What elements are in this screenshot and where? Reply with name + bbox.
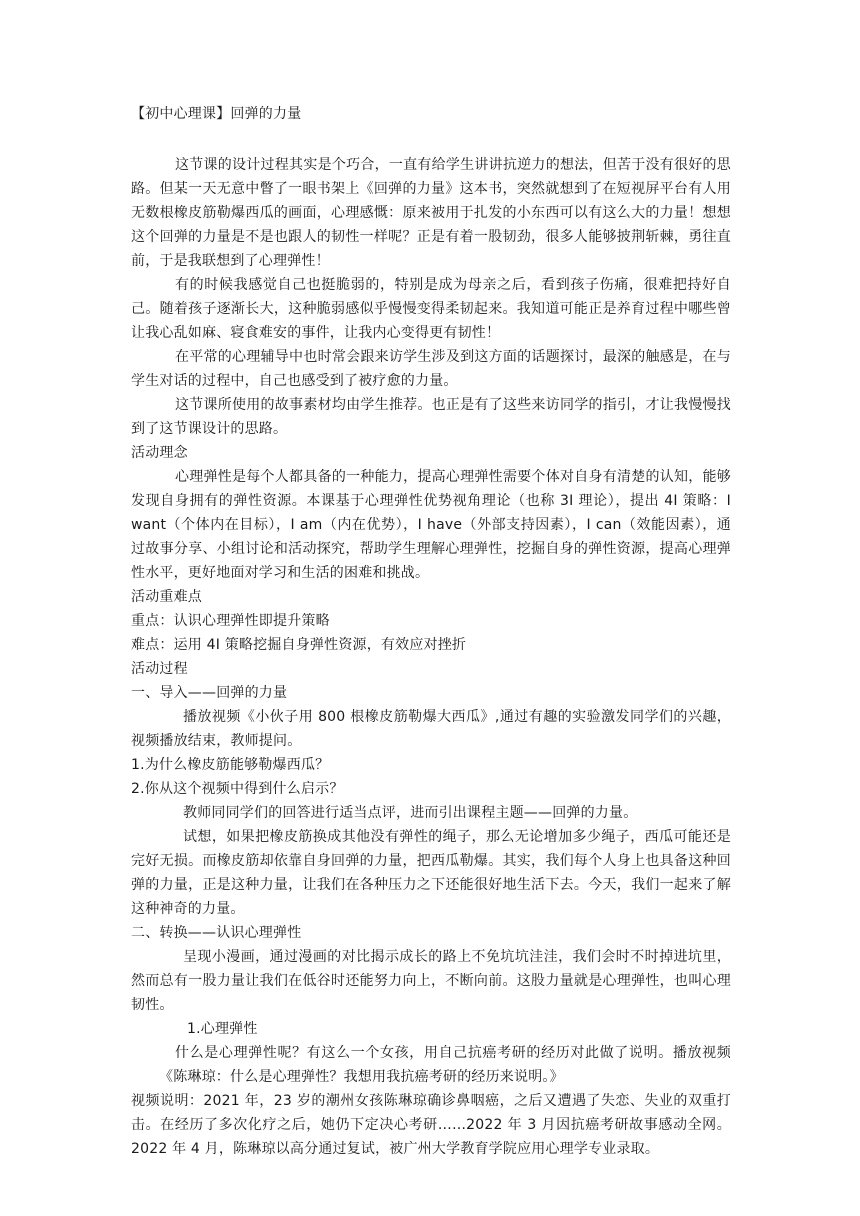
subsection-1-paragraph: 什么是心理弹性呢？有这么一个女孩，用自己抗癌考研的经历对此做了说明。播放视频《陈琳琼：什么是心理弹性？我想用我抗癌考研的经历来说明。》 xyxy=(159,1045,731,1085)
hard-point: 难点：运用 4I 策略挖掘自身弹性资源，有效应对挫折 xyxy=(131,637,467,653)
document-title: 【初中心理课】回弹的力量 xyxy=(131,106,302,122)
question-1: 1.为什么橡皮筋能够勒爆西瓜？ xyxy=(131,757,330,773)
section-1-paragraph-1: 播放视频《小伙子用 800 根橡皮筋勒爆大西瓜》,通过有趣的实验激发同学们的兴趣，视频播放结束，教师提问。 xyxy=(131,709,731,749)
intro-paragraph-4: 这节课所使用的故事素材均由学生推荐。也正是有了这些来访同学的指引，才让我慢慢找到了这节课设计的思路。 xyxy=(131,397,731,437)
section-1-paragraph-2: 教师同同学们的回答进行适当点评，进而引出课程主题——回弹的力量。 xyxy=(183,805,638,821)
section-2-paragraph-1: 呈现小漫画，通过漫画的对比揭示成长的路上不免坑坑洼洼，我们会时不时掉进坑里，然而总有一股力量让我们在低谷时还能努力向上，不断向前。这股力量就是心理弹性，也叫心理韧性。 xyxy=(131,949,731,1013)
subsection-1-heading: 1.心理弹性 xyxy=(187,1021,258,1037)
process-heading: 活动过程 xyxy=(131,661,188,677)
section-1-heading: 一、导入——回弹的力量 xyxy=(131,685,288,701)
intro-paragraph-2: 有的时候我感觉自己也挺脆弱的，特别是成为母亲之后，看到孩子伤痛，很难把持好自己。随着孩子逐渐长大，这种脆弱感似乎慢慢变得柔韧起来。我知道可能正是养育过程中哪些曾让我心乱如麻、寝食难安的事件，让我内心变得更有韧性！ xyxy=(131,277,731,341)
intro-paragraph-3: 在平常的心理辅导中也时常会跟来访学生涉及到这方面的话题探讨，最深的触感是，在与学生对话的过程中，自己也感受到了被疗愈的力量。 xyxy=(131,349,731,389)
section-2-heading: 二、转换——认识心理弹性 xyxy=(131,925,302,941)
concept-paragraph: 心理弹性是每个人都具备的一种能力，提高心理弹性需要个体对自身有清楚的认知，能够发现自身拥有的弹性资源。本课基于心理弹性优势视角理论（也称 3I 理论），提出 4I 策略：I want（个体内在目标），I am（内在优势），I have（外部支持因素），I can（效能因素），通过故事分享、小组讨论和活动探究，帮助学生理解心理弹性，挖掘自身的弹性资源，提高心理弹性水平，更好地面对学习和生活的困难和挑战。 xyxy=(131,469,731,581)
key-point: 重点：认识心理弹性即提升策略 xyxy=(131,613,330,629)
video-note: 视频说明：2021 年，23 岁的潮州女孩陈琳琼确诊鼻咽癌，之后又遭遇了失恋、失业的双重打击。在经历了多次化疗之后，她仍下定决心考研……2022 年 3 月因抗癌考研故事感动全网。2022 年 4 月，陈琳琼以高分通过复试，被广州大学教育学院应用心理学专业录取。 xyxy=(131,1093,731,1157)
document-body xyxy=(131,102,731,1161)
concept-heading: 活动理念 xyxy=(131,445,188,461)
intro-paragraph-1: 这节课的设计过程其实是个巧合，一直有给学生讲讲抗逆力的想法，但苦于没有很好的思路。但某一天无意中瞥了一眼书架上《回弹的力量》这本书，突然就想到了在短视屏平台有人用无数根橡皮筋勒爆西瓜的画面，心理感慨：原来被用于扎发的小东西可以有这么大的力量！想想这个回弹的力量是不是也跟人的韧性一样呢？正是有着一股韧劲，很多人能够披荆斩棘，勇往直前，于是我联想到了心理弹性！ xyxy=(131,157,731,269)
question-2: 2.你从这个视频中得到什么启示？ xyxy=(131,781,344,797)
section-1-paragraph-3: 试想，如果把橡皮筋换成其他没有弹性的绳子，那么无论增加多少绳子，西瓜可能还是完好无损。而橡皮筋却依靠自身回弹的力量，把西瓜勒爆。其实，我们每个人身上也具备这种回弹的力量，正是这种力量，让我们在各种压力之下还能很好地生活下去。今天，我们一起来了解这种神奇的力量。 xyxy=(131,829,731,917)
difficulty-heading: 活动重难点 xyxy=(131,589,202,605)
